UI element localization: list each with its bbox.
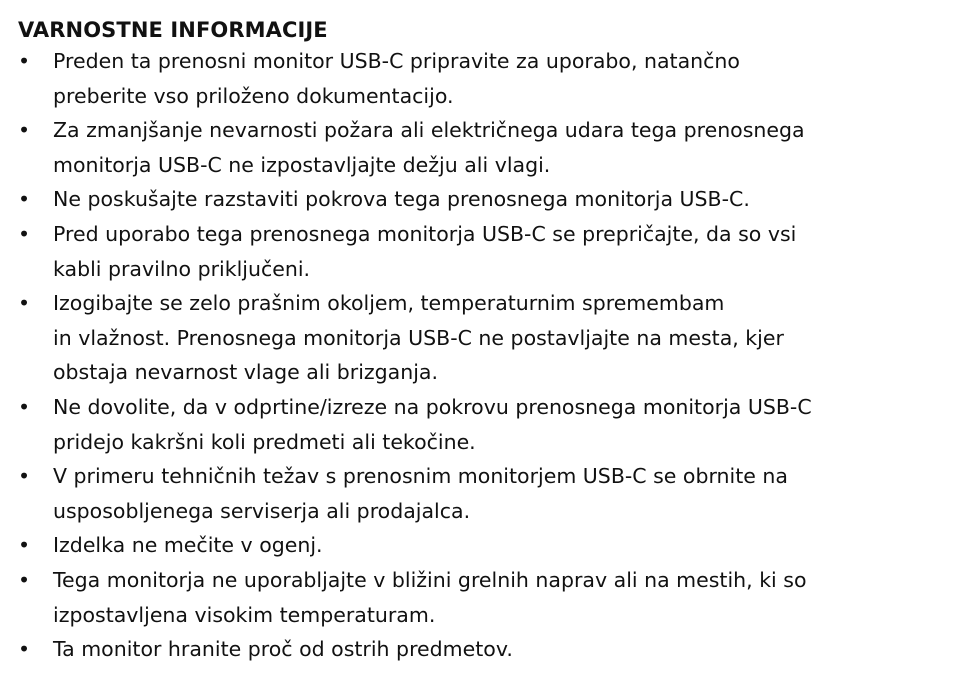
list-item-text: Preden ta prenosni monitor USB-C pripravite za uporabo, natančno preberite vso priloženo dokumentacijo. (53, 49, 740, 108)
list-item (18, 182, 951, 217)
list-item (18, 459, 951, 528)
list-item-text: Ta monitor hranite proč od ostrih predmetov. (53, 637, 513, 662)
list-item-text: Ne dovolite, da v odprtine/izreze na pokrovu prenosnega monitorja USB-C pridejo kakršni koli predmeti ali tekočine. (53, 394, 812, 454)
list-item (18, 286, 951, 390)
list-item-text: Ne poskušajte razstaviti pokrova tega prenosnega monitorja USB-C. (53, 187, 750, 212)
list-item-text: Pred uporabo tega prenosnega monitorja USB-C se prepričajte, da so vsi kabli pravilno priključeni. (53, 221, 797, 281)
bullet-icon: • (18, 533, 31, 558)
bullet-icon: • (18, 49, 31, 73)
bullet-icon: • (18, 394, 31, 419)
list-item-text: Tega monitorja ne uporabljajte v bližini grelnih naprav ali na mestih, ki so izpostavljena visokim temperaturam. (53, 567, 807, 627)
bullet-icon: • (18, 118, 31, 143)
list-item-text: V primeru tehničnih težav s prenosnim monitorjem USB-C se obrnite na usposobljenega serviserja ali prodajalca. (53, 464, 788, 523)
bullet-icon: • (18, 567, 31, 592)
list-item (18, 390, 951, 459)
list-item (18, 632, 951, 667)
bullet-icon: • (18, 464, 31, 489)
list-item-text: Izogibajte se zelo prašnim okoljem, temperaturnim spremembam in vlažnost. Prenosnega monitorja USB-C ne postavljajte na mesta, kjer obstaja nevarnost vlage ali brizganja. (53, 291, 784, 385)
list-item-text: Izdelka ne mečite v ogenj. (53, 533, 323, 558)
bullet-icon: • (18, 187, 31, 212)
bullet-icon: • (18, 221, 31, 246)
list-item (18, 563, 951, 632)
list-item (18, 217, 951, 286)
safety-list (18, 44, 951, 667)
list-item (18, 528, 951, 563)
bullet-icon: • (18, 637, 31, 662)
list-item (18, 113, 951, 182)
list-item (18, 44, 951, 113)
section-heading: VARNOSTNE INFORMACIJE (18, 18, 328, 42)
bullet-icon: • (18, 291, 31, 316)
list-item-text: Za zmanjšanje nevarnosti požara ali električnega udara tega prenosnega monitorja USB-C ne izpostavljajte dežju ali vlagi. (53, 118, 805, 177)
